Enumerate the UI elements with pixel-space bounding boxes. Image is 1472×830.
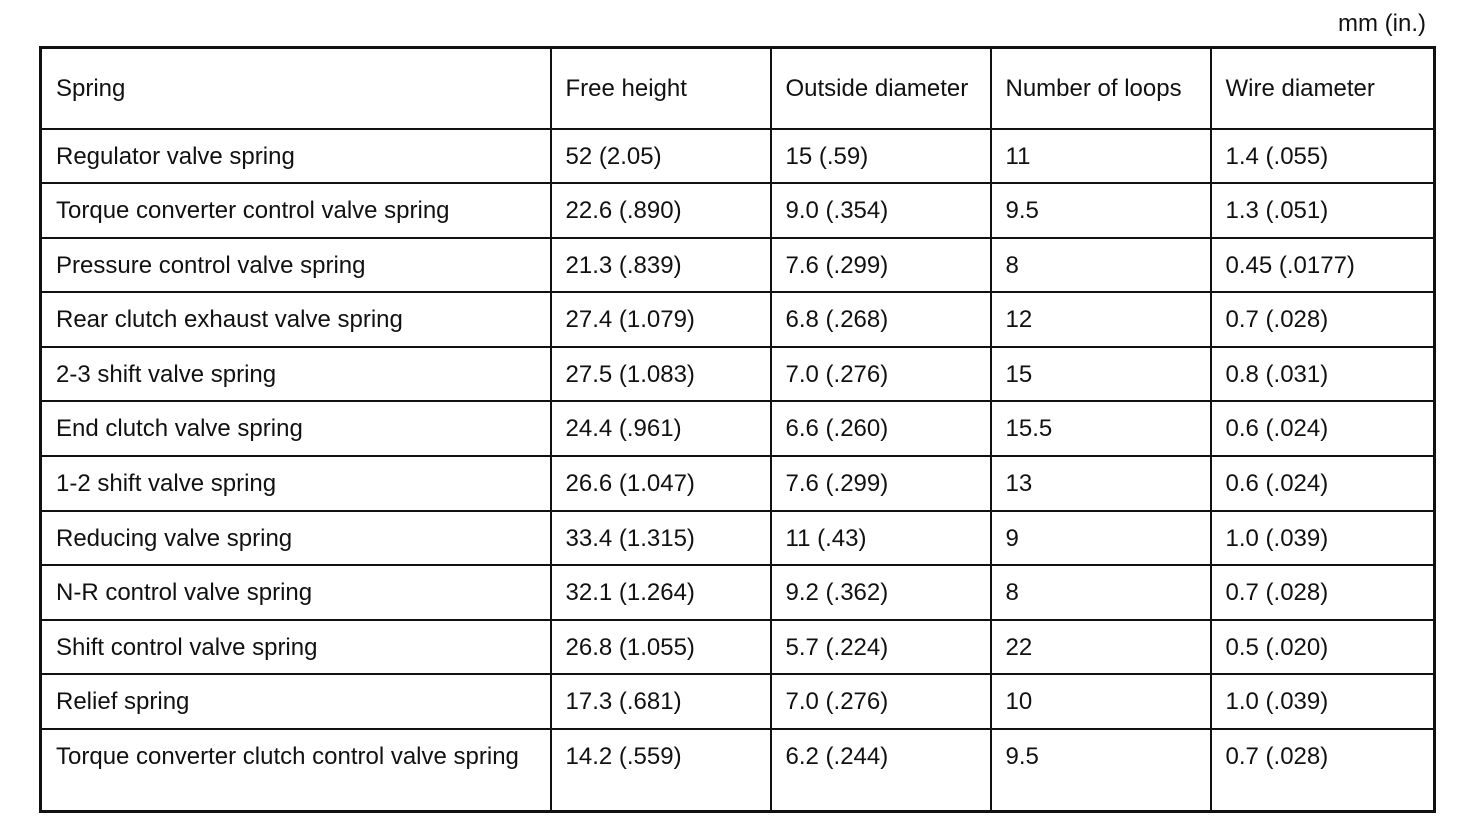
cell-number-of-loops: 13 xyxy=(991,456,1211,511)
cell-number-of-loops: 15.5 xyxy=(991,401,1211,456)
header-spring: Spring xyxy=(41,48,551,129)
cell-number-of-loops: 10 xyxy=(991,674,1211,729)
cell-wire-diameter: 0.8 (.031) xyxy=(1211,347,1435,402)
cell-number-of-loops: 15 xyxy=(991,347,1211,402)
cell-spring: Relief spring xyxy=(41,674,551,729)
cell-free-height: 27.4 (1.079) xyxy=(551,292,771,347)
cell-free-height: 24.4 (.961) xyxy=(551,401,771,456)
cell-wire-diameter: 1.3 (.051) xyxy=(1211,183,1435,238)
header-free-height: Free height xyxy=(551,48,771,129)
cell-spring: End clutch valve spring xyxy=(41,401,551,456)
table-row xyxy=(41,347,1435,402)
cell-outside-diameter: 15 (.59) xyxy=(771,129,991,184)
cell-outside-diameter: 7.6 (.299) xyxy=(771,456,991,511)
cell-outside-diameter: 7.0 (.276) xyxy=(771,674,991,729)
cell-outside-diameter: 6.2 (.244) xyxy=(771,729,991,811)
cell-spring: Pressure control valve spring xyxy=(41,238,551,293)
cell-spring: Reducing valve spring xyxy=(41,511,551,566)
table-row xyxy=(41,620,1435,675)
table-row xyxy=(41,401,1435,456)
units-label: mm (in.) xyxy=(1338,10,1426,37)
table-row xyxy=(41,565,1435,620)
cell-number-of-loops: 22 xyxy=(991,620,1211,675)
cell-outside-diameter: 6.8 (.268) xyxy=(771,292,991,347)
header-number-of-loops: Number of loops xyxy=(991,48,1211,129)
table-header xyxy=(41,48,1435,129)
cell-outside-diameter: 7.6 (.299) xyxy=(771,238,991,293)
cell-free-height: 21.3 (.839) xyxy=(551,238,771,293)
cell-wire-diameter: 1.4 (.055) xyxy=(1211,129,1435,184)
cell-spring: Torque converter clutch control valve spring xyxy=(41,729,551,811)
cell-wire-diameter: 0.7 (.028) xyxy=(1211,729,1435,811)
cell-free-height: 26.8 (1.055) xyxy=(551,620,771,675)
cell-number-of-loops: 11 xyxy=(991,129,1211,184)
cell-number-of-loops: 12 xyxy=(991,292,1211,347)
cell-wire-diameter: 0.7 (.028) xyxy=(1211,292,1435,347)
cell-free-height: 17.3 (.681) xyxy=(551,674,771,729)
table-row xyxy=(41,729,1435,811)
cell-spring: Shift control valve spring xyxy=(41,620,551,675)
table-body xyxy=(41,129,1435,812)
cell-free-height: 33.4 (1.315) xyxy=(551,511,771,566)
header-wire-diameter: Wire diameter xyxy=(1211,48,1435,129)
cell-number-of-loops: 8 xyxy=(991,238,1211,293)
header-outside-diameter: Outside diameter xyxy=(771,48,991,129)
cell-spring: 2-3 shift valve spring xyxy=(41,347,551,402)
cell-outside-diameter: 6.6 (.260) xyxy=(771,401,991,456)
table-row xyxy=(41,511,1435,566)
cell-spring: Rear clutch exhaust valve spring xyxy=(41,292,551,347)
cell-free-height: 22.6 (.890) xyxy=(551,183,771,238)
cell-number-of-loops: 9.5 xyxy=(991,729,1211,811)
cell-wire-diameter: 0.45 (.0177) xyxy=(1211,238,1435,293)
cell-wire-diameter: 0.7 (.028) xyxy=(1211,565,1435,620)
spring-spec-table xyxy=(39,46,1436,813)
cell-outside-diameter: 5.7 (.224) xyxy=(771,620,991,675)
table-row xyxy=(41,129,1435,184)
cell-spring: N-R control valve spring xyxy=(41,565,551,620)
cell-outside-diameter: 9.0 (.354) xyxy=(771,183,991,238)
table-row xyxy=(41,456,1435,511)
cell-spring: 1-2 shift valve spring xyxy=(41,456,551,511)
cell-outside-diameter: 7.0 (.276) xyxy=(771,347,991,402)
cell-wire-diameter: 0.6 (.024) xyxy=(1211,401,1435,456)
cell-number-of-loops: 9.5 xyxy=(991,183,1211,238)
cell-wire-diameter: 1.0 (.039) xyxy=(1211,674,1435,729)
table-row xyxy=(41,674,1435,729)
table-row xyxy=(41,292,1435,347)
cell-free-height: 14.2 (.559) xyxy=(551,729,771,811)
cell-spring: Regulator valve spring xyxy=(41,129,551,184)
table-row xyxy=(41,238,1435,293)
cell-free-height: 32.1 (1.264) xyxy=(551,565,771,620)
cell-number-of-loops: 8 xyxy=(991,565,1211,620)
cell-wire-diameter: 0.6 (.024) xyxy=(1211,456,1435,511)
cell-free-height: 26.6 (1.047) xyxy=(551,456,771,511)
table-row xyxy=(41,183,1435,238)
cell-wire-diameter: 1.0 (.039) xyxy=(1211,511,1435,566)
header-row xyxy=(41,48,1435,129)
cell-free-height: 52 (2.05) xyxy=(551,129,771,184)
cell-number-of-loops: 9 xyxy=(991,511,1211,566)
cell-outside-diameter: 9.2 (.362) xyxy=(771,565,991,620)
cell-outside-diameter: 11 (.43) xyxy=(771,511,991,566)
cell-wire-diameter: 0.5 (.020) xyxy=(1211,620,1435,675)
cell-spring: Torque converter control valve spring xyxy=(41,183,551,238)
cell-free-height: 27.5 (1.083) xyxy=(551,347,771,402)
